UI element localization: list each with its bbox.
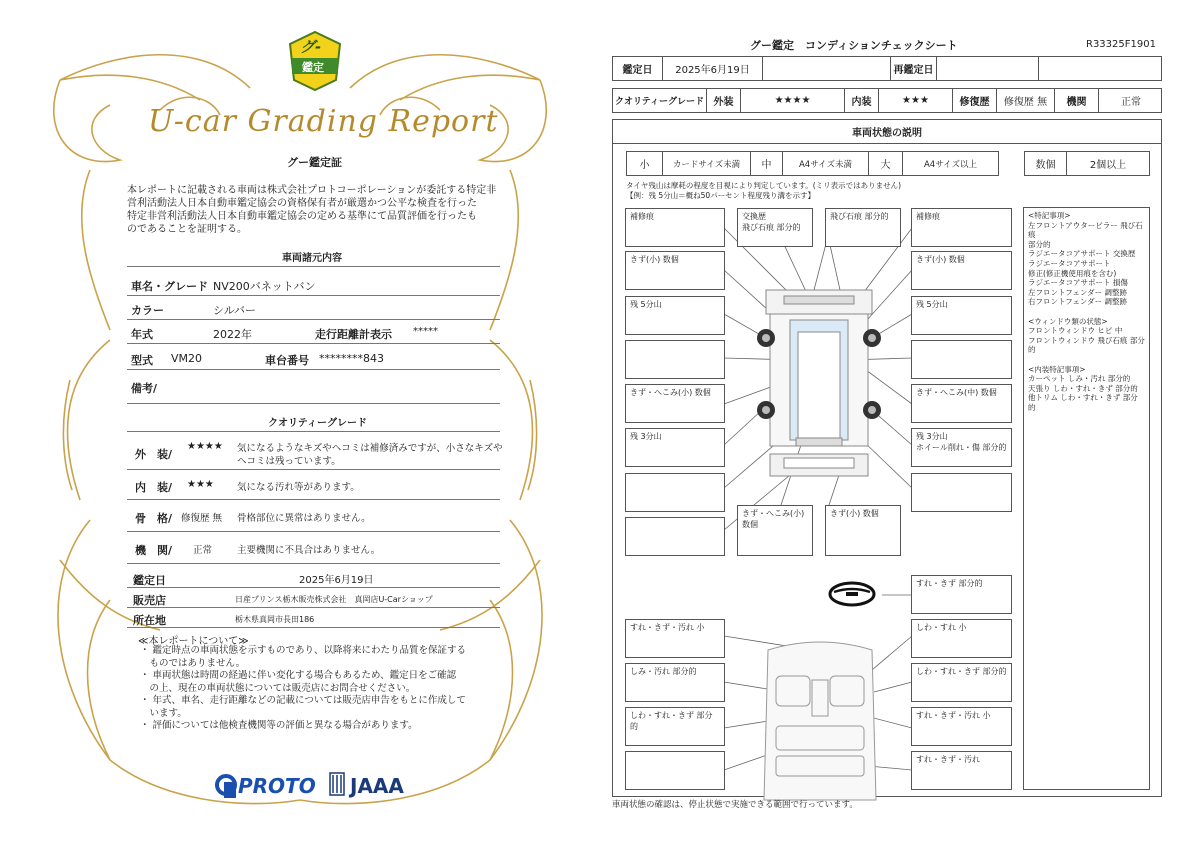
ext-box-front-left: 補修痕	[625, 208, 725, 247]
spec-heading: 車両諸元内容	[282, 253, 342, 264]
ext-box-right-6: 残 3分山 ホイール削れ・傷 部分的	[911, 428, 1012, 467]
int-box-right-2: しわ・すれ 小	[911, 619, 1012, 658]
ext-box-right-4	[911, 340, 1012, 379]
engine-row: 機 関/ 正常 主要機関に不具合はありません。	[127, 532, 500, 564]
ext-box-right-7	[911, 473, 1012, 512]
ext-box-rear-2: きず(小) 数個	[825, 505, 901, 556]
tire-note-1: タイヤ残山は摩耗の程度を目視により判定しています。(ミリ表示ではありません)	[626, 181, 902, 190]
ext-box-left-8	[625, 517, 725, 556]
model-row: 型式 VM20 車台番号 ********843	[127, 344, 500, 370]
steering-wheel-icon	[830, 583, 874, 605]
ext-box-left-7	[625, 473, 725, 512]
int-box-right-1: すれ・きず 部分的	[911, 575, 1012, 614]
car-name-row: 車名・グレード NV200バネットバン	[127, 272, 500, 296]
goo-kantei-logo: グ- 鑑定	[288, 30, 342, 92]
grading-report-page: グ- 鑑定 U-car Grading Report グー鑑定証 本レポートに記載される車両は株式会社プロトコーポレーションが委託する特定非 営利活動法人日本自動車鑑定協会の資格保有者が厳選かつ公平な検査を行った 特定非営利活動法人日本自動車鑑定協会の定める基準にて品質評価を行ったも のであることを証明する。 車両諸元内容 車名・グレード NV200バネットバン カラー シルバー 年式 2022年 走行距離計表示 ***** 型式 VM20 車台番号 ********843 備考/ クオリティーグレード 外 装/ ★★★★ 気になるようなキズやヘコミは補修済みですが、小さなキズや ヘコミは残っています。 内 装/ ★★★ 気になる汚れ等があります。 骨 格/ 修復歴 無 骨格部位に異常はありません。 機 関/ 正常 主要機関に不具合はありません。 鑑定日 2025年6月19日 販売店 日産プリンス栃木販売株式会社 真岡店U-Carショップ 所在地 栃木県真岡市長田186 ≪本レポートについて≫ ・ 鑑定時点の車両状態を示すものであり、以降将来にわたり品質を保証する ものではありません。 ・ 車両状態は時間の経過に伴い変化する場合もあるため、鑑定日をご確認 の上、現在の車両状態については販売店にお問合せください。 ・ 年式、車名、走行距離などの記載については販売店申告をもとに作成して います。 ・ 評価については他検査機関等の評価と異なる場合があります。 PROTO JAAA	[0, 0, 600, 848]
ext-box-right-5: きず・へこみ(中) 数個	[911, 384, 1012, 423]
int-box-left-3: しわ・すれ・きず 部分的	[625, 707, 725, 746]
exterior-stars: ★★★★	[741, 89, 845, 112]
year-row: 年式 2022年 走行距離計表示 *****	[127, 320, 500, 344]
notes-row: 備考/	[127, 370, 500, 404]
frame-row: 骨 格/ 修復歴 無 骨格部位に異常はありません。	[127, 500, 500, 532]
exterior-stars: ★★★★	[187, 441, 223, 452]
ext-box-left-6: 残 3分山	[625, 428, 725, 467]
int-box-right-4: すれ・きず・汚れ 小	[911, 707, 1012, 746]
footer-note: 車両状態の確認は、停止状態で実施できる範囲で行っています。	[612, 800, 858, 810]
int-box-right-5: すれ・きず・汚れ	[911, 751, 1012, 790]
dealer-row: 販売店 日産プリンス栃木販売株式会社 真岡店U-Carショップ	[127, 588, 500, 608]
condition-check-sheet	[600, 0, 1200, 848]
ext-box-left-4	[625, 340, 725, 379]
quality-table: クオリティーグレード 外装 ★★★★ 内装 ★★★ 修復歴 修復歴 無 機関 正常	[612, 88, 1162, 113]
ext-box-left-2: きず(小) 数個	[625, 251, 725, 290]
sheet-code: R33325F1901	[1086, 39, 1156, 50]
address-row: 所在地 栃木県真岡市長田186	[127, 608, 500, 628]
int-box-right-3: しわ・すれ・きず 部分的	[911, 663, 1012, 702]
about-heading: ≪本レポートについて≫	[138, 636, 249, 647]
int-box-left-1: すれ・きず・汚れ 小	[625, 619, 725, 658]
proto-logo-icon	[214, 772, 238, 798]
certificate-title: グー鑑定証	[287, 156, 342, 169]
about-list: ・ 鑑定時点の車両状態を示すものであり、以降将来にわたり品質を保証する ものではありません。 ・ 車両状態は時間の経過に伴い変化する場合もあるため、鑑定日をご確認 の上、現在の車両状態については販売店にお問合せください。 ・ 年式、車名、走行距離などの記載については販売店申告をもとに作成して います。 ・ 評価については他検査機関等の評価と異なる場合があります。	[140, 645, 467, 731]
ext-box-left-5: きず・へこみ(小) 数個	[625, 384, 725, 423]
ext-box-front-1: 交換歴 飛び石痕 部分的	[737, 208, 813, 247]
ext-box-right-2: きず(小) 数個	[911, 251, 1012, 290]
ext-box-right-3: 残 5分山	[911, 296, 1012, 335]
quality-top-rule	[127, 431, 500, 432]
count-legend: 数個 2個以上	[1024, 151, 1150, 176]
interior-stars: ★★★	[879, 89, 953, 112]
date-table: 鑑定日 2025年6月19日 再鑑定日	[612, 56, 1162, 81]
color-row: カラー シルバー	[127, 296, 500, 320]
int-box-left-2: しみ・汚れ 部分的	[625, 663, 725, 702]
date-row: 鑑定日 2025年6月19日	[127, 568, 500, 588]
ext-box-rear-1: きず・へこみ(小) 数個	[737, 505, 813, 556]
section-title: 車両状態の説明	[613, 120, 1161, 144]
ext-box-front-2: 飛び石痕 部分的	[825, 208, 901, 247]
ext-box-left-3: 残 5分山	[625, 296, 725, 335]
interior-row: 内 装/ ★★★ 気になる汚れ等があります。	[127, 470, 500, 500]
certificate-text: 本レポートに記載される車両は株式会社プロトコーポレーションが委託する特定非 営利活動法人日本自動車鑑定協会の資格保有者が厳選かつ公平な検査を行った 特定非営利活動法人日本自動車鑑定協会の定める基準にて品質評価を行ったも のであることを証明する。	[127, 185, 497, 235]
sheet-title: グー鑑定 コンディションチェックシート	[750, 39, 958, 52]
quality-heading: クオリティーグレード	[268, 418, 367, 429]
exterior-row: 外 装/ ★★★★ 気になるようなキズやヘコミは補修済みですが、小さなキズや ヘコミは残っています。	[127, 434, 500, 470]
script-title: U-car Grading Report	[148, 104, 499, 139]
ext-box-front-right: 補修痕	[911, 208, 1012, 247]
interior-stars: ★★★	[187, 479, 214, 490]
tire-note-2: 【例：残 5分山＝概ね50パーセント程度残り溝を示す】	[626, 191, 816, 200]
special-notes-panel: <特記事項> 左フロントアウタービラー 飛び石痕 部分的 ラジエータコアサポート 交換歴 ラジエータコアサポート 修正(修正機使用痕を含む) ラジエータコアサポート 損傷 左フロントフェンダー 調整跡 右フロントフェンダー 調整跡 <ウィンドウ類の状態> フロントウィンドウ ヒビ 中 フロントウィンドウ 飛び石痕 部分的 <内装特記事項> カーペット しみ・汚れ 部分的 天張り しわ・すれ・きず 部分的 他トリム しわ・すれ・きず 部分的	[1023, 207, 1150, 790]
spec-top-rule	[127, 266, 500, 267]
int-box-left-4	[625, 751, 725, 790]
size-legend: 小 カードサイズ未満 中 A4サイズ未満 大 A4サイズ以上	[626, 151, 999, 176]
jaaa-logo-icon	[328, 771, 346, 797]
